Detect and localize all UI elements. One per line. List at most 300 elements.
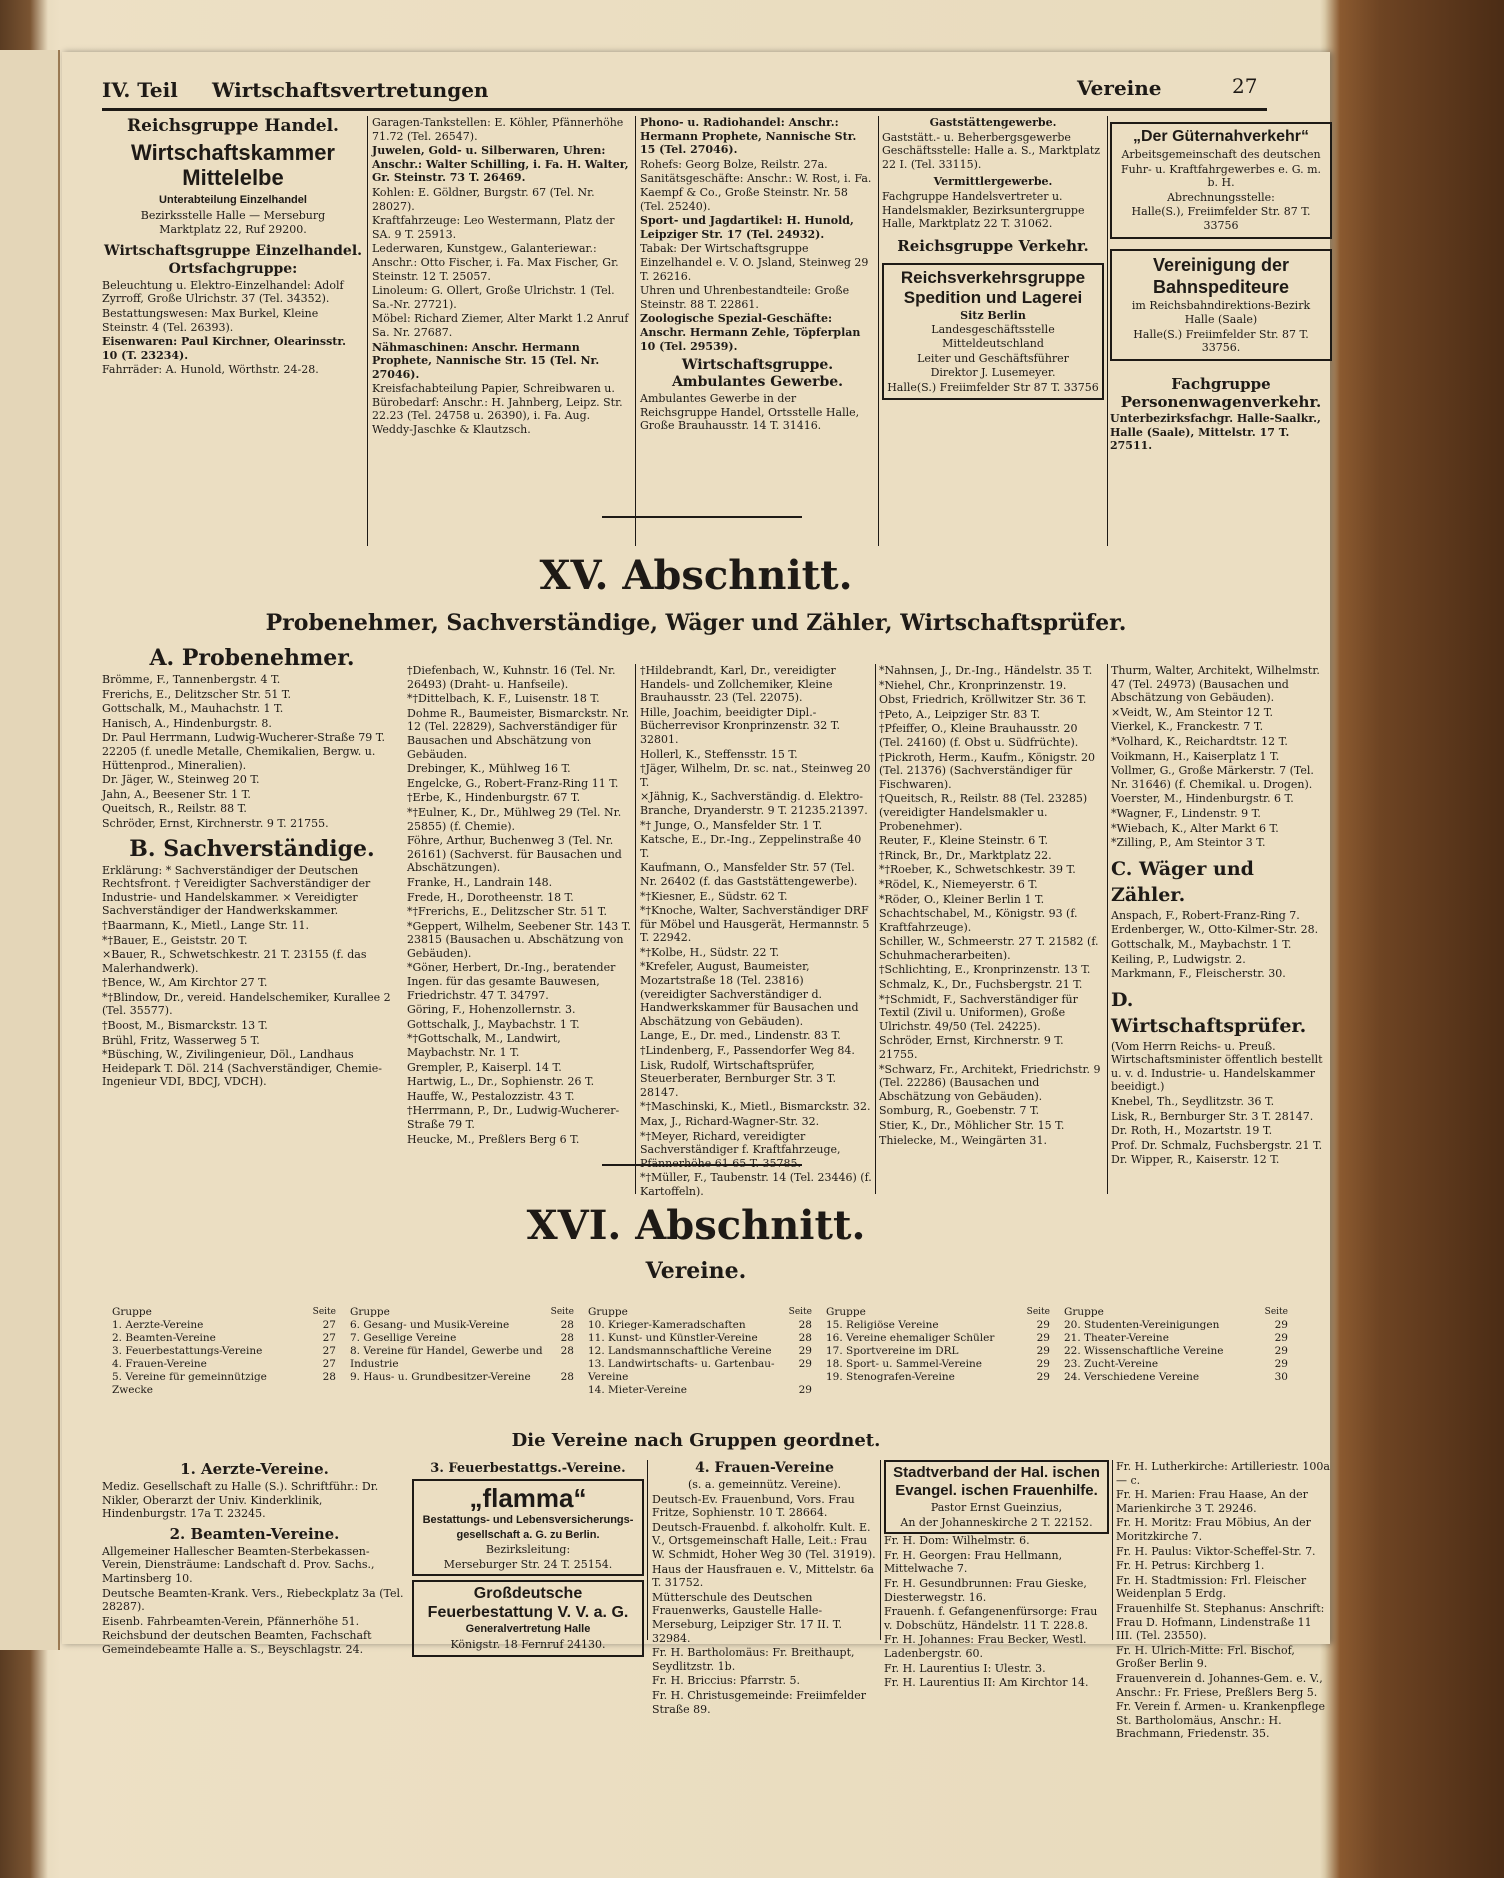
list-item: *Niehel, Chr., Kronprinzenstr. 19. bbox=[879, 678, 1067, 692]
heading-beamten-vereine: 2. Beamten-Vereine. bbox=[169, 1524, 340, 1543]
column-divider bbox=[635, 664, 636, 1194]
heading-probenehmer: A. Probenehmer. bbox=[149, 645, 355, 671]
index-row bbox=[110, 1345, 338, 1358]
ad-flamma bbox=[412, 1479, 644, 1576]
ad-line: Fuhr- u. Kraftfahrgewerbes e. G. m. b. H. bbox=[1120, 162, 1322, 190]
xvi-column-1 bbox=[102, 1460, 407, 1656]
part-label: IV. Teil bbox=[102, 78, 178, 102]
list-item: Zoologische Spezial-Geschäfte: Anschr. Hermann Zehle, Töpferplan 10 (Tel. 29539). bbox=[640, 312, 861, 353]
list-item: Knebel, Th., Seydlitzstr. 36 T. bbox=[1111, 1095, 1275, 1109]
index-page: 29 bbox=[1036, 1371, 1050, 1383]
index-page: 27 bbox=[322, 1332, 336, 1344]
top-column-1 bbox=[102, 116, 364, 552]
page bbox=[62, 52, 1330, 1741]
running-title: Wirtschaftsvertretungen bbox=[212, 78, 489, 102]
list-item: *Rödel, K., Niemeyerstr. 6 T. bbox=[879, 877, 1038, 891]
index-row bbox=[1062, 1345, 1290, 1358]
index-label: 8. Vereine für Handel, Gewerbe und Industrie bbox=[350, 1345, 543, 1370]
section-xvi-subtitle: Vereine. bbox=[645, 1258, 747, 1284]
list-item: Dr. Jäger, W., Steinweg 20 T. bbox=[102, 773, 260, 787]
list-item: Obst, Friedrich, Kröllwitzer Str. 36 T. bbox=[879, 693, 1087, 707]
list-item: Frauenh. f. Gefangenenfürsorge: Frau v. Dobschütz, Händelstr. 11 T. 228.8. bbox=[884, 1605, 1098, 1632]
ad-title: Reichsverkehrsgruppe Spedition und Lagerei bbox=[900, 267, 1086, 307]
ad-reichsverkehrsgruppe bbox=[882, 263, 1104, 401]
top-column-5 bbox=[1110, 116, 1332, 552]
list-item: Hollerl, K., Steffensstr. 15 T. bbox=[640, 747, 798, 761]
list-item: Fr. H. Dom: Wilhelmstr. 6. bbox=[884, 1534, 1030, 1548]
xvi-column-4 bbox=[884, 1460, 1109, 1690]
list-item: Fr. H. Johannes: Frau Becker, Westl. Ladenbergstr. 60. bbox=[884, 1633, 1087, 1660]
ad-title: Stadtverband der Hal. ischen Evangel. ischen Frauenhilfe. bbox=[893, 1464, 1100, 1499]
column-divider bbox=[635, 116, 636, 546]
list-item: *†Bauer, E., Geiststr. 20 T. bbox=[102, 933, 248, 947]
list-item: *†Dittelbach, K. F., Luisenstr. 18 T. bbox=[407, 692, 600, 706]
list-item: Franke, H., Landrain 148. bbox=[407, 875, 553, 889]
ad-gueternahverkehr bbox=[1110, 122, 1332, 239]
index-page: 29 bbox=[798, 1358, 812, 1370]
column-divider bbox=[878, 116, 879, 546]
list-item: Erdenberger, W., Otto-Kilmer-Str. 28. bbox=[1111, 923, 1319, 937]
list-item: Gottschalk, M., Mauhachstr. 1 T. bbox=[102, 702, 284, 716]
list-item: *Zilling, P., Am Steintor 3 T. bbox=[1111, 836, 1266, 850]
list-item: Fr. H. Paulus: Viktor-Scheffel-Str. 7. bbox=[1116, 1544, 1316, 1558]
index-label: 13. Landwirtschafts- u. Gartenbau-Vereine bbox=[588, 1358, 775, 1383]
list-item: *†Meyer, Richard, vereidigter Sachverständiger f. Kraftfahrzeuge, bbox=[640, 1129, 841, 1157]
list-item: Eisenb. Fahrbeamten-Verein, Pfännerhöhe 51. bbox=[102, 1614, 360, 1628]
section-divider bbox=[602, 516, 802, 518]
index-page: 29 bbox=[1036, 1319, 1050, 1331]
index-row bbox=[348, 1332, 576, 1345]
ad-line: An der Johanneskirche 2 T. 22152. bbox=[900, 1515, 1093, 1529]
list-item: Keiling, P., Ludwigstr. 2. bbox=[1111, 952, 1246, 966]
index-row bbox=[586, 1384, 814, 1397]
index-label: 14. Mieter-Vereine bbox=[588, 1384, 687, 1396]
ad-stadtverband-frauenhilfe bbox=[884, 1460, 1109, 1534]
index-row bbox=[1062, 1371, 1290, 1384]
xv-column-3 bbox=[640, 664, 872, 1202]
index-row bbox=[586, 1319, 814, 1332]
list-item: *Wiebach, K., Alter Markt 6 T. bbox=[1111, 821, 1279, 835]
list-item: Reuter, F., Kleine Steinstr. 6 T. bbox=[879, 834, 1049, 848]
top-column-2 bbox=[372, 116, 632, 552]
index-label: 15. Religiöse Vereine bbox=[826, 1319, 939, 1331]
list-item: Dr. Paul Herrmann, Ludwig-Wucherer-Straße 79 T. 22205 (f. unedle Metalle, Chemikalien, Bergw. u. Hüttenprod., Mineralien). bbox=[102, 731, 385, 772]
index-label: 23. Zucht-Vereine bbox=[1064, 1358, 1159, 1370]
list-item: Dr. Roth, H., Mozartstr. 19 T. bbox=[1111, 1124, 1273, 1138]
list-item: †Pickroth, Herm., Kaufm., Königstr. 20 (Tel. 21376) (Sachverständiger für Fischwaren). bbox=[879, 750, 1096, 791]
list-item: †Bence, W., Am Kirchtor 27 T. bbox=[102, 976, 268, 990]
index-page: 29 bbox=[1036, 1345, 1050, 1357]
list-item: *†Maschinski, K., Mietl., Bismarckstr. 32. bbox=[640, 1100, 871, 1114]
list-item: Brühl, Fritz, Wasserweg 5 T. bbox=[102, 1033, 260, 1047]
list-item: Fr. H. Bartholomäus: Fr. Breithaupt, Seydlitzstr. 1b. bbox=[652, 1646, 855, 1673]
list-item: Deutsch-Ev. Frauenbund, Vors. Frau Fritze, Sophienstr. 10 T. 28664. bbox=[652, 1492, 855, 1520]
list-item: Frede, H., Dorotheenstr. 18 T. bbox=[407, 890, 574, 904]
list-item: Lisk, R., Bernburger Str. 3 T. 28147. bbox=[1111, 1109, 1314, 1123]
heading-wirtschaftsgruppe: Wirtschaftsgruppe Einzelhandel. bbox=[103, 242, 363, 259]
top-column-4 bbox=[882, 116, 1104, 552]
ad-line: Direktor J. Lusemeyer. bbox=[930, 366, 1056, 380]
list-item: Lange, E., Dr. med., Lindenstr. 83 T. bbox=[640, 1029, 841, 1043]
list-item: Heucke, M., Preßlers Berg 6 T. bbox=[407, 1132, 580, 1146]
list-item: †Peto, A., Leipziger Str. 83 T. bbox=[879, 707, 1041, 721]
heading-personenwagenverkehr: Fachgruppe Personenwagenverkehr. bbox=[1120, 374, 1322, 411]
list-item: Frerichs, E., Delitzscher Str. 51 T. bbox=[102, 687, 292, 701]
ad-bahnspediteure bbox=[1110, 249, 1332, 361]
index-page: 28 bbox=[560, 1371, 574, 1383]
list-item: Drebinger, K., Mühlweg 16 T. bbox=[407, 762, 571, 776]
ad-line: Halle(S.) Freiimfelder Str. 87 T. 33756. bbox=[1133, 327, 1309, 355]
index-page: 27 bbox=[322, 1319, 336, 1331]
list-item: Gaststätt.- u. Beherbergsgewerbe Geschäftsstelle: Halle a. S., Marktplatz 22 I. (Tel. 33115). bbox=[882, 130, 1101, 171]
index-label: 20. Studenten-Vereinigungen bbox=[1064, 1319, 1220, 1331]
column-divider bbox=[367, 116, 368, 546]
index-row bbox=[1062, 1319, 1290, 1332]
xv-column-5 bbox=[1111, 664, 1333, 1202]
ad-line: gesellschaft a. G. zu Berlin. bbox=[456, 1528, 600, 1541]
list-item: *†Müller, F., Taubenstr. 14 (Tel. 23446) (f. Kartoffeln). bbox=[640, 1171, 872, 1198]
list-item: *Wagner, F., Lindenstr. 9 T. bbox=[1111, 806, 1261, 820]
index-row bbox=[1062, 1332, 1290, 1345]
index-label: 4. Frauen-Vereine bbox=[112, 1358, 207, 1370]
index-label: 18. Sport- u. Sammel-Vereine bbox=[826, 1358, 982, 1370]
ad-line: Marktplatz 22, Ruf 29200. bbox=[159, 223, 307, 237]
list-item: Fahrräder: A. Hunold, Wörthstr. 24-28. bbox=[102, 363, 319, 377]
list-item: †Diefenbach, W., Kuhnstr. 16 (Tel. Nr. 26493) (Draht- u. Hanfseile). bbox=[407, 664, 616, 691]
list-item: Max, J., Richard-Wagner-Str. 32. bbox=[640, 1115, 820, 1128]
list-item: Vierkel, K., Franckestr. 7 T. bbox=[1111, 720, 1264, 734]
index-header: Gruppe bbox=[826, 1306, 866, 1318]
index-page: 29 bbox=[798, 1384, 812, 1396]
subheading: Vermittlergewerbe. bbox=[933, 175, 1053, 189]
index-row bbox=[824, 1332, 1052, 1345]
heading-waeger-zaehler: C. Wäger und Zähler. bbox=[1111, 857, 1254, 906]
xvi-column-3 bbox=[652, 1460, 877, 1716]
ad-line: Landesgeschäftsstelle Mitteldeutschland bbox=[931, 323, 1055, 350]
ad-title: Großdeutsche Feuerbestattung V. V. a. G. bbox=[427, 1585, 629, 1622]
list-item: *Schwarz, Fr., Architekt, Friedrichstr. 9 (Tel. 22286) (Bausachen und Abschätzung von Gebäuden). bbox=[879, 1062, 1101, 1103]
list-item: †Queitsch, R., Reilstr. 88 (Tel. 23285) (vereidigter Handelsmakler u. Probenehmer). bbox=[879, 792, 1088, 833]
list-item: Mediz. Gesellschaft zu Halle (S.). Schriftführ.: Dr. Nikler, Oberarzt der Univ. Kinderklinik, Hindenburgstr. 17a T. 23245. bbox=[102, 1480, 379, 1521]
list-item: Stier, K., Dr., Möhlicher Str. 15 T. bbox=[879, 1119, 1065, 1132]
ad-title: Vereinigung der Bahnspediteure bbox=[1152, 254, 1290, 297]
list-item: Fachgruppe Handelsvertreter u. Handelsmakler, Bezirksuntergruppe Halle, Marktplatz 22 T. 31062. bbox=[882, 189, 1085, 231]
heading-reichsgruppe-verkehr: Reichsgruppe Verkehr. bbox=[897, 236, 1089, 255]
section-label: Vereine bbox=[1077, 76, 1162, 100]
column-divider bbox=[1107, 116, 1108, 546]
list-item: Kreisfachabteilung Papier, Schreibwaren u. Bürobedarf: Anschr.: H. Jahnberg, Leipz. Str. 22.23 (Tel. 24758 u. 26390), i. Fa. Aug. Weddy-Jaschke & Klautzsch. bbox=[372, 382, 623, 437]
list-item: †Hildebrandt, Karl, Dr., vereidigter Handels- und Zollchemiker, Kleine Brauhausstr. 23 (Tel. 22075). bbox=[640, 664, 836, 705]
header-rule bbox=[102, 108, 1267, 111]
list-item: Fr. H. Christusgemeinde: Freiimfelder Straße 89. bbox=[652, 1688, 866, 1716]
list-item: Dr. Wipper, R., Kaiserstr. 12 T. bbox=[1111, 1153, 1280, 1167]
column-divider bbox=[647, 1460, 648, 1640]
index-row bbox=[1062, 1358, 1290, 1371]
list-item: Föhre, Arthur, Buchenweg 3 (Tel. Nr. 26161) (Sachverst. für Bausachen und Abschätzungen). bbox=[407, 834, 622, 875]
ad-line: Generalvertretung Halle bbox=[465, 1623, 591, 1636]
index-label: 7. Gesellige Vereine bbox=[350, 1332, 457, 1344]
ad-line: im Reichsbahndirektions-Bezirk bbox=[1131, 298, 1311, 312]
list-item: Uhren und Uhrenbestandteile: Große Steinstr. 88 T. 22861. bbox=[640, 284, 850, 311]
list-item: Fr. H. Lutherkirche: Artilleriestr. 100a — c. bbox=[1116, 1460, 1330, 1487]
ad-line: Bezirksleitung: bbox=[485, 1543, 571, 1557]
index-column bbox=[110, 1306, 338, 1397]
list-item: †Jäger, Wilhelm, Dr. sc. nat., Steinweg 20 T. bbox=[640, 762, 871, 789]
column-divider bbox=[1112, 1460, 1113, 1640]
list-item: †Baarmann, K., Mietl., Lange Str. 11. bbox=[102, 918, 310, 932]
list-item: *†Blindow, Dr., vereid. Handelschemiker, Kurallee 2 (Tel. 35577). bbox=[102, 990, 391, 1018]
list-item: Fr. H. Laurentius II: Am Kirchtor 14. bbox=[884, 1676, 1089, 1690]
index-row bbox=[110, 1358, 338, 1371]
list-item: *†Kolbe, H., Südstr. 22 T. bbox=[640, 945, 780, 959]
list-item: Voerster, M., Hindenburgstr. 6 T. bbox=[1111, 792, 1294, 806]
list-item: (Vom Herrn Reichs- u. Preuß. Wirtschaftsminister öffentlich bestellt u. v. d. Industrie- u. Handelskammer beeidigt.) bbox=[1111, 1039, 1323, 1094]
index-header: Gruppe bbox=[588, 1306, 628, 1318]
list-item: Rohefs: Georg Bolze, Reilstr. 27a. bbox=[640, 157, 828, 171]
list-item: Fr. H. Stadtmission: Frl. Fleischer Weidenplan 5 Erdg. bbox=[1116, 1573, 1307, 1601]
index-label: 3. Feuerbestattungs-Vereine bbox=[112, 1345, 263, 1357]
list-item: *†Eulner, K., Dr., Mühlweg 29 (Tel. Nr. 25855) (f. Chemie). bbox=[407, 805, 622, 833]
index-page: 28 bbox=[322, 1371, 336, 1383]
ad-sub: Unterabteilung Einzelhandel bbox=[159, 194, 307, 206]
column-divider bbox=[880, 1460, 881, 1640]
list-item: *Röder, O., Kleiner Berlin 1 T. bbox=[879, 892, 1045, 906]
index-row bbox=[110, 1332, 338, 1345]
list-item: Engelcke, G., Robert-Franz-Ring 11 T. bbox=[407, 776, 619, 790]
list-item: Linoleum: G. Ollert, Große Ulrichstr. 1 (Tel. Sa.-Nr. 27721). bbox=[372, 284, 615, 311]
index-row bbox=[110, 1319, 338, 1332]
list-item: Frauenverein d. Johannes-Gem. e. V., Anschr.: Fr. Friese, Preßlers Berg 5. bbox=[1116, 1671, 1323, 1699]
list-item: Kohlen: E. Göldner, Burgstr. 67 (Tel. Nr. 28027). bbox=[372, 185, 595, 213]
list-item: *Nahnsen, J., Dr.-Ing., Händelstr. 35 T. bbox=[879, 664, 1093, 677]
heading-feuerbestattung: 3. Feuerbestattgs.-Vereine. bbox=[430, 1461, 626, 1476]
index-header: Seite bbox=[788, 1307, 812, 1317]
index-row bbox=[824, 1319, 1052, 1332]
list-item: Fr. H. Gesundbrunnen: Frau Gieske, Diesterwegstr. 16. bbox=[884, 1576, 1087, 1604]
heading-reichsgruppe-handel: Reichsgruppe Handel. bbox=[127, 116, 339, 136]
index-page: 28 bbox=[560, 1319, 574, 1331]
heading-ortsfachgruppe: Ortsfachgruppe: bbox=[168, 260, 298, 277]
list-item: Haus der Hausfrauen e. V., Mittelstr. 6a T. 31752. bbox=[652, 1562, 874, 1590]
index-page: 29 bbox=[798, 1345, 812, 1357]
index-row bbox=[824, 1345, 1052, 1358]
list-item: Hartwig, L., Dr., Sophienstr. 26 T. bbox=[407, 1075, 595, 1089]
index-page: 29 bbox=[1274, 1358, 1288, 1370]
list-item: Thurm, Walter, Architekt, Wilhelmstr. 47 (Tel. 24973) (Bausachen und Abschätzung von Gebäuden). bbox=[1111, 664, 1320, 705]
list-item: †Lindenberg, F., Passendorfer Weg 84. bbox=[640, 1044, 855, 1058]
list-item: Katsche, E., Dr.-Ing., Zeppelinstraße 40 T. bbox=[640, 833, 862, 860]
section-xv-subtitle: Probenehmer, Sachverständige, Wäger und Zähler, Wirtschaftsprüfer. bbox=[265, 610, 1127, 636]
list-item: Gottschalk, J., Maybachstr. 1 T. bbox=[407, 1017, 580, 1031]
ad-line: Abrechnungsstelle: bbox=[1167, 190, 1275, 204]
index-page: 27 bbox=[322, 1358, 336, 1370]
index-header: Seite bbox=[1026, 1307, 1050, 1317]
ad-grossdeutsche-feuerbestattung bbox=[412, 1580, 644, 1656]
list-item: Anspach, F., Robert-Franz-Ring 7. bbox=[1111, 908, 1300, 922]
heading-wirtschaftspruefer: D. Wirtschaftsprüfer. bbox=[1111, 988, 1307, 1037]
list-item: *Krefeler, August, Baumeister, Mozartstraße 18 (Tel. 23816) (vereidigter Sachverständiger d. Handwerkskammer für Bausachen und Abschätzung von Gebäuden). bbox=[640, 960, 859, 1028]
list-item: Nähmaschinen: Anschr. Hermann Prophete, Nannische Str. 15 (Tel. Nr. 27046). bbox=[372, 340, 600, 381]
list-item: Sanitätsgeschäfte: Anschr.: W. Rost, i. Fa. Kaempf & Co., Große Steinstr. Nr. 58 (Tel. 25240). bbox=[640, 172, 872, 213]
index-page: 28 bbox=[560, 1332, 574, 1344]
list-item: Schröder, Ernst, Kirchnerstr. 9 T. 21755. bbox=[879, 1034, 1064, 1062]
xvi-column-2 bbox=[412, 1460, 644, 1651]
index-label: 21. Theater-Vereine bbox=[1064, 1332, 1169, 1344]
ad-line: Königstr. 18 Fernruf 24130. bbox=[450, 1637, 606, 1651]
heading-sachverstaendige: B. Sachverständige. bbox=[129, 835, 375, 862]
list-item: †Erbe, K., Hindenburgstr. 67 T. bbox=[407, 791, 581, 805]
index-header: Gruppe bbox=[1064, 1306, 1104, 1318]
index-row bbox=[824, 1371, 1052, 1384]
index-column bbox=[348, 1306, 576, 1384]
list-item: Garagen-Tankstellen: E. Köhler, Pfännerhöhe 71.72 (Tel. 26547). bbox=[372, 116, 624, 143]
list-item: Phono- u. Radiohandel: Anschr.: Hermann Prophete, Nannische Str. 15 (Tel. 27046). bbox=[640, 116, 857, 157]
list-item: Fr. H. Ulrich-Mitte: Frl. Bischof, Großer Berlin 9. bbox=[1116, 1643, 1295, 1671]
index-page: 29 bbox=[1036, 1358, 1050, 1370]
list-item: *Volhard, K., Reichardtstr. 12 T. bbox=[1111, 734, 1288, 748]
list-item: Queitsch, R., Reilstr. 88 T. bbox=[102, 802, 247, 816]
list-item: ×Veidt, W., Am Steintor 12 T. bbox=[1111, 705, 1273, 719]
index-page: 29 bbox=[1274, 1319, 1288, 1331]
index-column bbox=[586, 1306, 814, 1397]
index-page: 29 bbox=[1274, 1345, 1288, 1357]
index-label: 6. Gesang- und Musik-Vereine bbox=[350, 1319, 510, 1331]
index-row bbox=[110, 1371, 338, 1397]
ad-line: Leiter und Geschäftsführer bbox=[917, 351, 1069, 365]
index-header: Gruppe bbox=[350, 1306, 390, 1318]
list-item: *†Schmidt, F., Sachverständiger für Textil (Zivil u. Uniformen), Große Ulrichstr. 49/50 (Tel. 24225). bbox=[879, 992, 1078, 1033]
index-label: 11. Kunst- und Künstler-Vereine bbox=[588, 1332, 758, 1344]
list-item: Kaufmann, O., Mansfelder Str. 57 (Tel. Nr. 26402 (f. das Gaststättengewerbe). bbox=[640, 861, 858, 888]
index-label: 24. Verschiedene Vereine bbox=[1064, 1371, 1200, 1383]
ad-line: Halle(S.) Freiimfelder Str 87 T. 33756 bbox=[887, 380, 1099, 394]
list-item: Schachtschabel, M., Königstr. 93 (f. Kraftfahrzeuge). bbox=[879, 907, 1078, 934]
list-item: Fr. H. Georgen: Frau Hellmann, Mittelwache 7. bbox=[884, 1548, 1063, 1576]
list-item: Schmalz, K., Dr., Fuchsbergstr. 21 T. bbox=[879, 978, 1083, 992]
previous-page-edge bbox=[0, 50, 60, 1650]
index-column bbox=[824, 1306, 1052, 1384]
index-page: 28 bbox=[798, 1332, 812, 1344]
index-header: Gruppe bbox=[112, 1306, 152, 1318]
section-xv-title: XV. Abschnitt. bbox=[539, 552, 853, 599]
ad-brand: „flamma“ bbox=[469, 1483, 587, 1513]
index-row bbox=[348, 1371, 576, 1384]
list-item: *†Gottschalk, M., Landwirt, Maybachstr. Nr. 1 T. bbox=[407, 1032, 561, 1060]
heading-ambulantes-gewerbe: Wirtschaftsgruppe. Ambulantes Gewerbe. bbox=[671, 357, 844, 391]
ad-line: Arbeitsgemeinschaft des deutschen bbox=[1121, 148, 1321, 161]
ad-line: Halle(S.), Freiimfelder Str. 87 T. 33756 bbox=[1131, 205, 1311, 232]
index-page: 29 bbox=[1036, 1332, 1050, 1344]
list-item: Deutsch-Frauenbd. f. alkoholfr. Kult. E. V., Ortsgemeinschaft Halle, Leit.: Frau W. Schmidt, Hoher Weg 30 (Tel. 31919). bbox=[652, 1520, 876, 1561]
list-item: Sport- und Jagdartikel: H. Hunold, Leipziger Str. 17 (Tel. 24932). bbox=[640, 214, 854, 241]
index-row bbox=[586, 1358, 814, 1384]
ad-sub: Sitz Berlin bbox=[960, 308, 1026, 322]
list-item: Erklärung: * Sachverständiger der Deutschen Rechtsfront. † Vereidigter Sachverständiger der Industrie- und Handelskammer. × Vereidigter Sachverständiger der Handwerkskammer. bbox=[102, 863, 371, 918]
index-page: 28 bbox=[560, 1345, 574, 1357]
list-item: Fr. H. Moritz: Frau Möbius, An der Moritzkirche 7. bbox=[1116, 1516, 1311, 1543]
list-item: Fr. Verein f. Armen- u. Krankenpflege St. Bartholomäus, Anschr.: H. Brachmann, Friedenstr. 35. bbox=[1116, 1700, 1325, 1741]
list-item: Schröder, Ernst, Kirchnerstr. 9 T. 21755. bbox=[102, 816, 329, 830]
column-divider bbox=[875, 664, 876, 1194]
list-item: *†Roeber, K., Schwetschkestr. 39 T. bbox=[879, 863, 1076, 877]
index-label: 19. Stenografen-Vereine bbox=[826, 1371, 955, 1383]
list-item: Kraftfahrzeuge: Leo Westermann, Platz der SA. 9 T. 25913. bbox=[372, 214, 615, 241]
ad-line: Halle (Saale) bbox=[1184, 313, 1258, 327]
index-page: 30 bbox=[1274, 1371, 1288, 1383]
index-label: 9. Haus- u. Grundbesitzer-Vereine bbox=[350, 1371, 531, 1383]
list-item: Deutsche Beamten-Krank. Vers., Riebeckplatz 3a (Tel. 28287). bbox=[102, 1586, 404, 1614]
list-item: Unterbezirksfachgr. Halle-Saalkr., Halle (Saale), Mittelstr. 17 T. 27511. bbox=[1110, 411, 1321, 453]
index-label: 10. Krieger-Kameradschaften bbox=[588, 1319, 746, 1331]
index-label: 22. Wissenschaftliche Vereine bbox=[1064, 1345, 1224, 1357]
list-item: Dohme R., Baumeister, Bismarckstr. Nr. 12 (Tel. 22829), Sachverständiger für Bausachen und Abschätzung von Gebäuden. bbox=[407, 706, 630, 761]
list-item: Tabak: Der Wirtschaftsgruppe Einzelhandel e. V. O. Jsland, Steinweg 29 T. 26216. bbox=[640, 242, 869, 283]
list-item: †Pfeiffer, O., Kleine Brauhausstr. 20 (Tel. 24160) (f. Obst u. Südfrüchte). bbox=[879, 722, 1079, 749]
index-label: 2. Beamten-Vereine bbox=[112, 1332, 216, 1344]
index-label: 17. Sportvereine im DRL bbox=[826, 1345, 959, 1357]
list-item: Fr. H. Laurentius I: Ulestr. 3. bbox=[884, 1661, 1046, 1675]
list-item: Mütterschule des Deutschen Frauenwerks, Gaustelle Halle-Merseburg, Leipziger Str. 17 II. T. 32984. bbox=[652, 1590, 842, 1645]
list-item: Frauenhilfe St. Stephanus: Anschrift: Frau D. Hofmann, Lindenstraße 11 III. (Tel. 23550). bbox=[1116, 1601, 1325, 1643]
list-item: †Herrmann, P., Dr., Ludwig-Wucherer-Straße 79 T. bbox=[407, 1104, 620, 1131]
heading-aerzte-vereine: 1. Aerzte-Vereine. bbox=[180, 1460, 329, 1478]
xv-column-4 bbox=[879, 664, 1104, 1202]
list-item: ×Bauer, R., Schwetschkestr. 21 T. 23155 (f. das Malerhandwerk). bbox=[102, 948, 367, 975]
list-item: Fr. H. Marien: Frau Haase, An der Marienkirche 3 T. 29246. bbox=[1116, 1488, 1308, 1515]
subheading: Gaststättengewerbe. bbox=[929, 116, 1057, 129]
index-row bbox=[348, 1345, 576, 1371]
list-item: Allgemeiner Hallescher Beamten-Sterbekassen-Verein, Diensträume: Landschaft d. Prov. Sachs., Martinsberg 10. bbox=[102, 1544, 375, 1585]
ad-line: Pastor Ernst Gueinzius, bbox=[930, 1501, 1063, 1514]
list-item: Lisk, Rudolf, Wirtschaftsprüfer, Steuerberater, Bernburger Str. 3 T. 28147. bbox=[640, 1058, 836, 1099]
list-item: Eisenwaren: Paul Kirchner, Olearinsstr. 10 (T. 23234). bbox=[102, 335, 346, 362]
ad-wirtschaftskammer: Wirtschaftskammer Mittelelbe bbox=[131, 140, 335, 190]
index-header: Seite bbox=[312, 1307, 336, 1317]
list-item: Fr. H. Petrus: Kirchberg 1. bbox=[1116, 1559, 1265, 1573]
column-divider bbox=[1107, 664, 1108, 1194]
list-item: *Göner, Herbert, Dr.-Ing., beratender Ingen. für das gesamte Bauwesen, Friedrichstr. 47 T. 34797. bbox=[407, 961, 616, 1002]
xv-column-2 bbox=[407, 664, 632, 1202]
group-index bbox=[110, 1306, 1320, 1416]
heading-frauen-vereine: 4. Frauen-Vereine bbox=[695, 1460, 834, 1476]
xv-column-1 bbox=[102, 644, 402, 1202]
index-row bbox=[824, 1358, 1052, 1371]
index-page: 28 bbox=[798, 1319, 812, 1331]
section-xvi-title: XVI. Abschnitt. bbox=[526, 1202, 866, 1249]
list-item: *Büsching, W., Zivilingenieur, Döl., Landhaus Heidepark T. Döl. 214 (Sachverständiger, Chemie-Ingenieur VDI, BDCJ, VDCH). bbox=[102, 1048, 383, 1089]
index-page: 27 bbox=[322, 1345, 336, 1357]
list-item: Hille, Joachim, beeidigter Dipl.-Bücherrevisor Kronprinzenstr. 32 T. 32801. bbox=[640, 705, 840, 746]
list-item: ×Jähnig, K., Sachverständig. d. Elektro-Branche, Dryanderstr. 9 T. 21235.21397. bbox=[640, 790, 868, 817]
list-item: Lederwaren, Kunstgew., Galanteriewar.: Anschr.: Otto Fischer, i. Fa. Max Fischer, Gr. Steinstr. 12 T. 25057. bbox=[372, 242, 619, 283]
list-item: *† Junge, O., Mansfelder Str. 1 T. bbox=[640, 818, 823, 832]
list-item: Gottschalk, M., Maybachstr. 1 T. bbox=[1111, 937, 1292, 951]
list-item: †Boost, M., Bismarckstr. 13 T. bbox=[102, 1019, 268, 1033]
index-header: Seite bbox=[550, 1307, 574, 1317]
ad-line: Bezirksstelle Halle — Merseburg bbox=[140, 208, 326, 222]
section-divider bbox=[602, 1164, 802, 1166]
list-item: Vollmer, G., Große Märkerstr. 7 (Tel. Nr. 31646) (f. Chemikal. u. Drogen). bbox=[1111, 764, 1314, 791]
list-item: Jahn, A., Beesener Str. 1 T. bbox=[102, 787, 251, 801]
subheading: (s. a. gemeinnütz. Vereine). bbox=[687, 1478, 842, 1491]
ad-line: Bestattungs- und Lebensversicherungs- bbox=[422, 1514, 634, 1526]
list-item: Göring, F., Hohenzollernstr. 3. bbox=[407, 1003, 576, 1017]
list-item: Bestattungswesen: Max Burkel, Kleine Steinstr. 4 (Tel. 26393). bbox=[102, 306, 319, 334]
list-item: *Geppert, Wilhelm, Seebener Str. 143 T. 23815 (Bausachen u. Abschätzung von Gebäuden). bbox=[407, 919, 631, 960]
index-row bbox=[586, 1332, 814, 1345]
list-item: Thielecke, M., Weingärten 31. bbox=[879, 1133, 1047, 1147]
list-item: Grempler, P., Kaiserpl. 14 T. bbox=[407, 1060, 562, 1074]
